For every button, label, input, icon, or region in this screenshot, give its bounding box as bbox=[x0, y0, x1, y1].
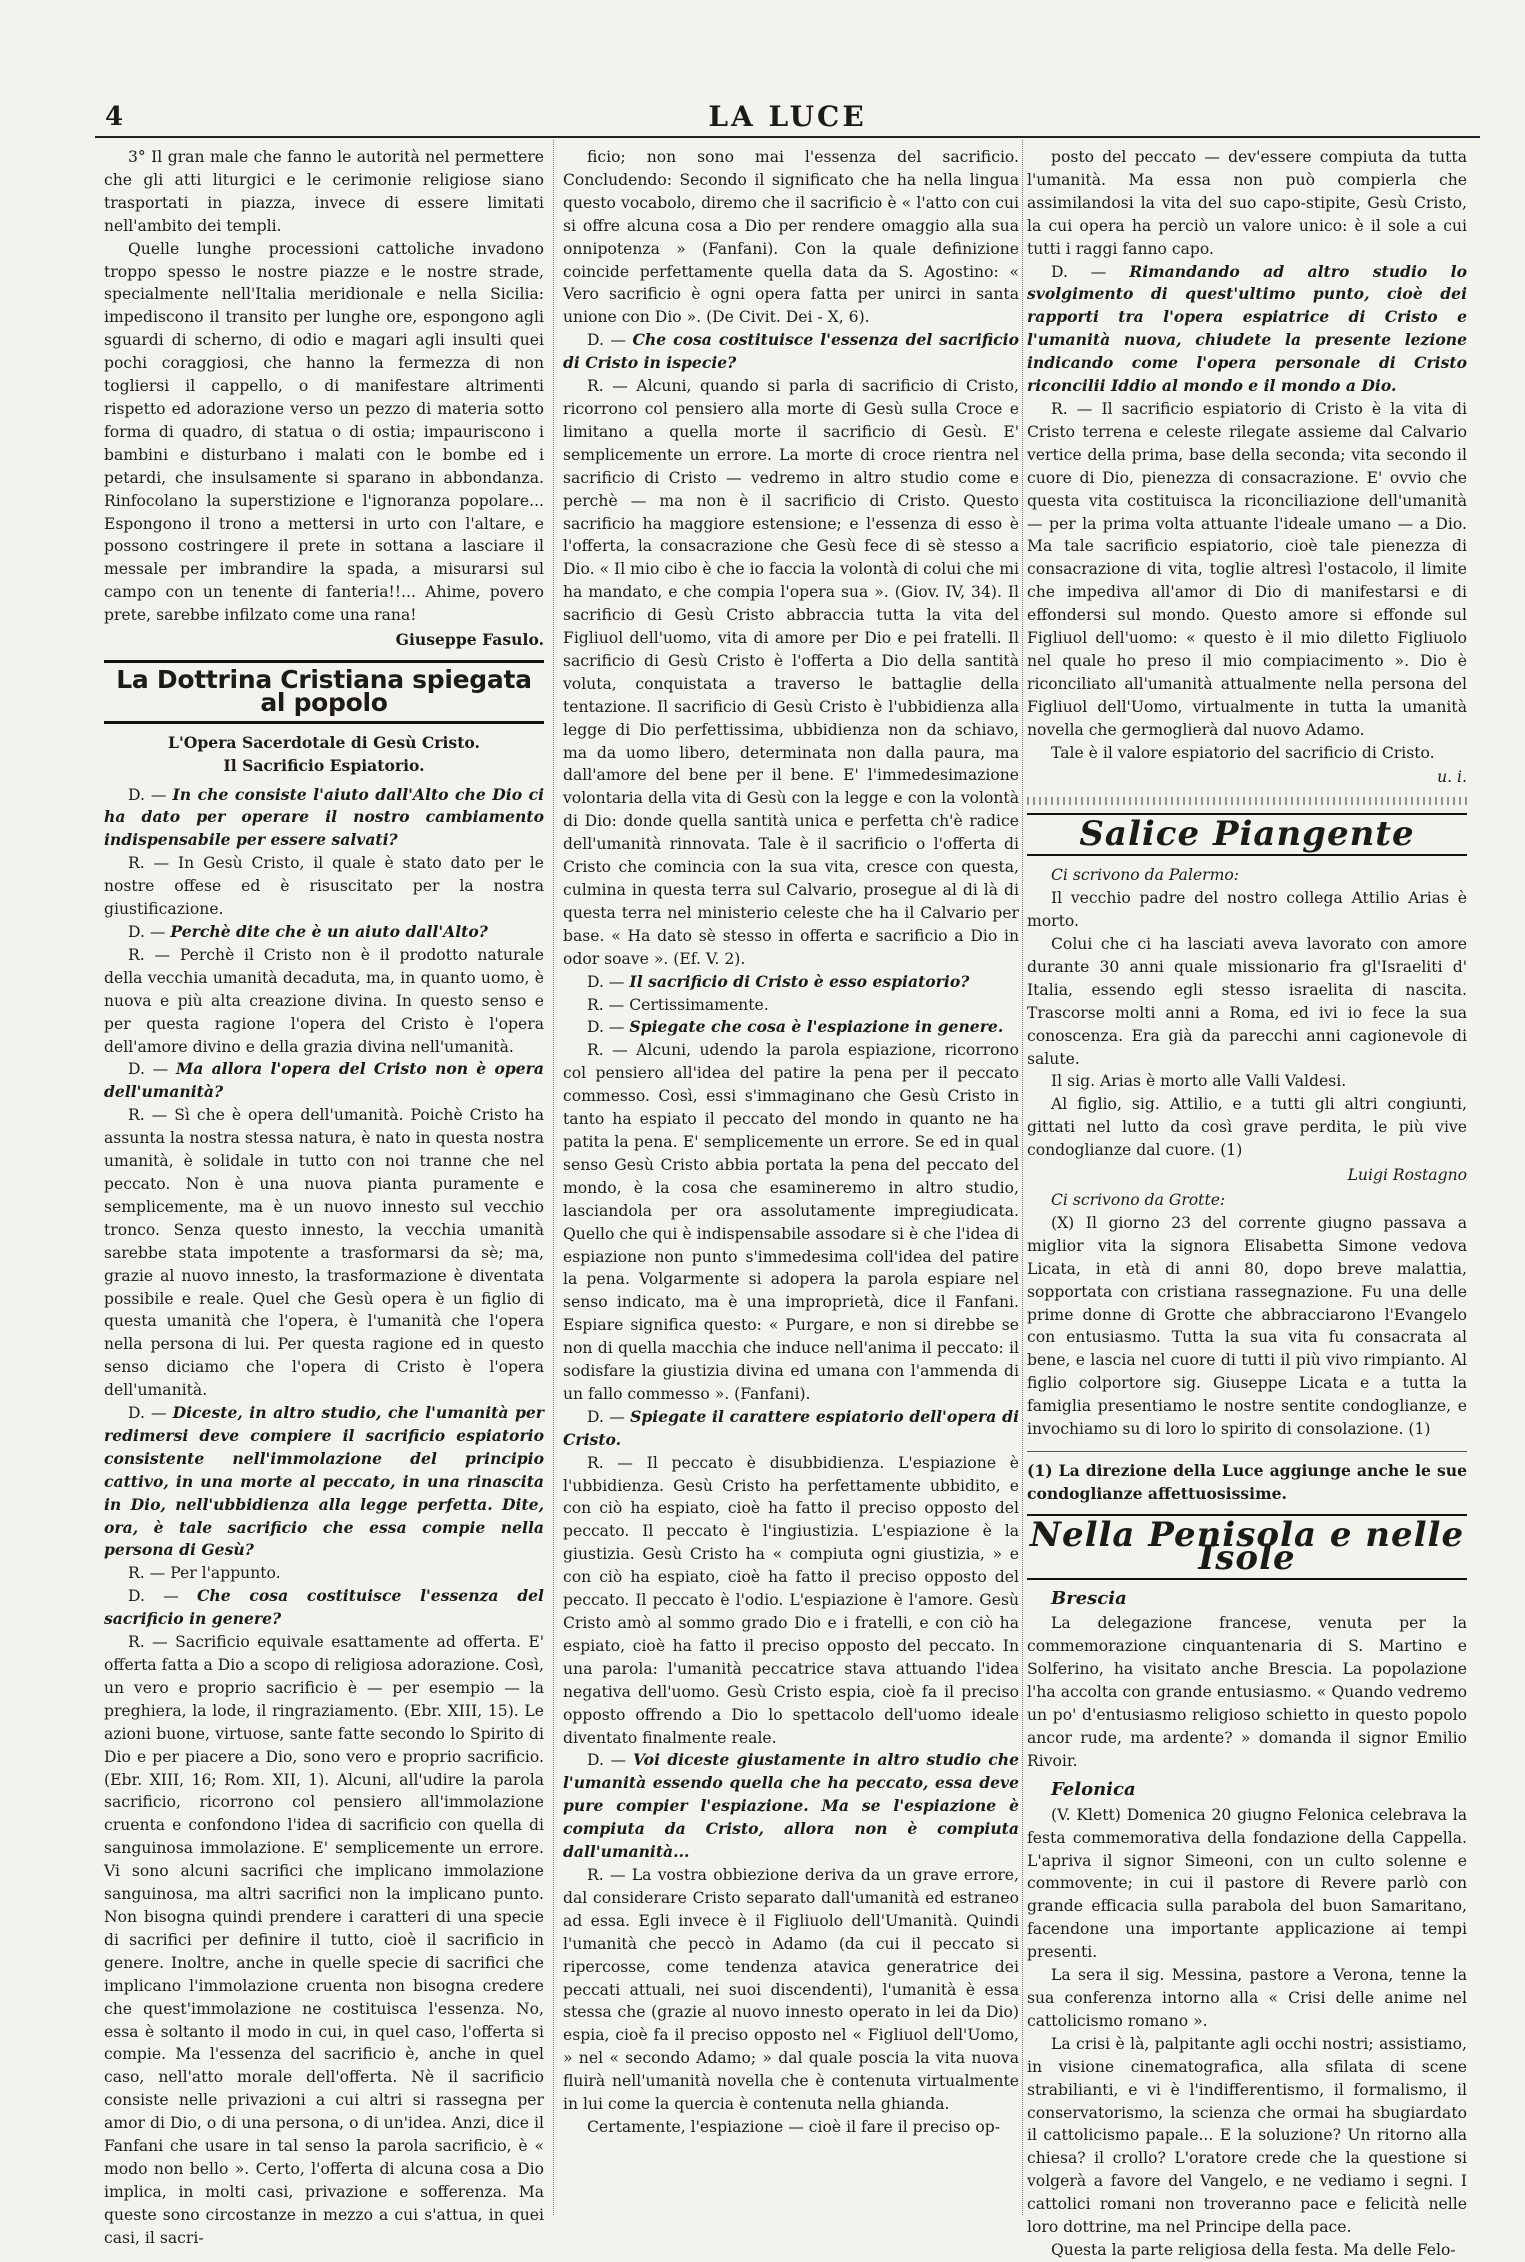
answer-text: Per l'appunto. bbox=[170, 1564, 281, 1583]
answer-text: Il sacrificio espiatorio di Cristo è la vita di Cristo terrena e celeste rilegate assieme dal Calvario vertice della prima, base della seconda; vita secondo il cuore di Dio, pienezza di consacrazione. E' ovvio che questa vita costituisca la riconciliazione dell'umanità — per la prima volta attuante l'ideale umano — a Dio. Ma tale sacrificio espiatorio, cioè tale pienezza di consacrazione di vita, toglie altresì l'ostacolo, il limite che impediva all'amor di Dio di manifestarsi e di effondersi sul mondo. Questo amore si effonde sul Figliuol dell'uomo: « questo è il mio diletto Figliuolo nel quale ho preso il mio compiacimento ». Dio è riconciliato all'umanità attualmente nella persona del Figliuol dell'Uomo, virtualmente in tutta la umanità novella che germoglierà dal nuovo Adamo. bbox=[1027, 399, 1467, 739]
answer-text: Perchè il Cristo non è il prodotto naturale della vecchia umanità decaduta, ma, in quanto uomo, è nuova e più alta creazione divina. In questo senso e per questa ragione l'opera del Cristo è l'opera dell'amore divino e della grazia divina nell'umanità. bbox=[104, 945, 544, 1056]
question-text: Che cosa costituisce l'essenza del sacrificio in genere? bbox=[104, 1586, 544, 1629]
answer-text: Sacrificio equivale esattamente ad offerta. E' offerta fatta a Dio a scopo di religiosa adorazione. Così, un vero e proprio sacrificio è — per esempio — la preghiera, la lode, il ringraziamento. (Ebr. XIII, 15). Le azioni buone, virtuose, sante fatte secondo lo Spirito di Dio e per piacere a Dio, sono vero e proprio sacrificio. (Ebr. XIII, 16; Rom. XII, 1). Alcuni, all'udire la parola sacrificio, ricorrono col pensiero all'immolazione cruenta e confondono l'idea di sacrificio con quella di sanguinosa immolazione. E' semplicemente un errore. Vi sono alcuni sacrifici che implicano immolazione sanguinosa, ma altri sacrifici non la implicano punto. Non bisogna quindi prendere i caratteri di una specie di sacrifici per definire il tutto, cioè il sacrificio in genere. Inoltre, anche in quelle specie di sacrifici che implicano l'immolazione cruenta non bisogna credere che quest'immolazione ne costituisca l'essenza. No, essa è soltanto il modo in cui, in quel caso, l'offerta si compie. Ma l'essenza del sacrificio è, anche in quel caso, nell'atto morale dell'offerta. Nè il sacrificio consiste nelle privazioni a cui altri si rassegna per amor di Dio, o di una persona, o di un'idea. Anzi, dice il Fanfani che usare in tal senso la parola sacrificio, è « modo non bello ». Certo, l'offerta di alcuna cosa a Dio implica, in molti casi, privazione e sofferenza. Ma queste sono circostanze in mezzo a cui s'attua, in quei casi, il sacri- bbox=[104, 1633, 544, 2247]
section-title: Nella Penisola e nelle Isole bbox=[1027, 1514, 1467, 1580]
masthead: LA LUCE bbox=[708, 100, 867, 133]
paragraph: 3° Il gran male che fanno le autorità nel permettere che gli atti liturgici e le cerimonie religiose siano trasportati in piazza, invece di essere limitati nell'ambito dei templi. bbox=[104, 148, 544, 235]
speaker-marker: R. — bbox=[587, 1865, 632, 1884]
paragraph bbox=[104, 921, 544, 944]
question-text: In che consiste l'aiuto dall'Alto che Dio ci ha dato per operare il nostro cambiamento indispensabile per essere salvati? bbox=[104, 784, 545, 850]
speaker-marker: D. — bbox=[128, 785, 173, 804]
speaker-marker: R. — bbox=[587, 995, 630, 1014]
speaker-marker: R. — bbox=[128, 945, 180, 964]
place-heading: Felonica bbox=[1051, 1778, 1136, 1800]
page-number: 4 bbox=[105, 102, 124, 132]
article bbox=[1027, 1804, 1467, 2262]
paragraph bbox=[563, 1016, 1019, 1039]
speaker-marker: R. — bbox=[128, 1564, 171, 1583]
qa-list bbox=[104, 784, 544, 2250]
speaker-marker: R. — bbox=[587, 377, 637, 396]
section-title: La Dottrina Cristiana spiegata al popolo bbox=[104, 660, 544, 724]
speaker-marker: D. — bbox=[587, 1018, 630, 1037]
paragraph bbox=[563, 1039, 1019, 1406]
section-title: Salice Piangente bbox=[1027, 813, 1467, 856]
paragraph bbox=[563, 994, 1019, 1017]
speaker-marker: D. — bbox=[128, 1060, 176, 1079]
speaker-marker: R. — bbox=[128, 854, 178, 873]
paragraph: Al figlio, sig. Attilio, e a tutti gli altri congiunti, gittati nel lutto da così grave perdita, le più vive condoglianze dal cuore. (1) bbox=[1027, 1095, 1467, 1160]
paragraph bbox=[104, 944, 544, 1059]
paragraph: Ci scrivono da Grotte: bbox=[1051, 1190, 1226, 1209]
answer-text: Certamente, l'espiazione — cioè il fare il preciso op- bbox=[587, 2117, 1001, 2136]
subheading: Il Sacrificio Espiatorio. bbox=[223, 755, 425, 775]
paragraph bbox=[563, 146, 1019, 329]
speaker-marker: R. — bbox=[587, 1453, 647, 1472]
paragraph: (X) Il giorno 23 del corrente giugno passava a miglior vita la signora Elisabetta Simone vedova Licata, in età di anni 80, dopo breve malattia, sopportata con cristiana rassegnazione. Fu una delle prime donne di Grotte che abbracciarono l'Evangelo con entusiasmo. Tutta la sua vita fu consacrata al bene, e lascia nel cuore di tutti il più vivo rimpianto. Al figlio colportore sig. Giuseppe Licata e a tutta la famiglia presentiamo le nostre sentite condoglianze, e invochiamo su di loro lo spirito di consolazione. (1) bbox=[1027, 1213, 1467, 1439]
signature: u. i. bbox=[1437, 768, 1467, 787]
paragraph bbox=[1027, 742, 1467, 765]
question-text: Rimandando ad altro studio lo svolgimento di quest'ultimo punto, cioè dei rapporti tra l'opera espiatrice di Cristo e l'umanità nuova, chiudete la presente lezione indicando come l'opera personale di Cristo riconcilii Iddio al mondo e il mondo a Dio. bbox=[1027, 261, 1467, 396]
answer-text: Tale è il valore espiatorio del sacrificio di Cristo. bbox=[1051, 743, 1435, 762]
paragraph bbox=[563, 329, 1019, 375]
question-text: Ma allora l'opera del Cristo non è opera dell'umanità? bbox=[104, 1059, 544, 1102]
answer-text: Alcuni, udendo la parola espiazione, ricorrono col pensiero all'idea del patire la pena per il peccato commesso. Così, essi s'immaginano che Gesù Cristo in tanto ha espiato il peccato del mondo in quanto ne ha patita la pena. E' semplicemente un errore. Se ed in qual senso Gesù Cristo abbia portata la pena del peccato del mondo, è la cosa che esamineremo in altro studio, lasciandola per ora assolutamente impregiudicata. Quello che qui è indispensabile assodare si è che l'idea di espiazione non punto s'immedesima coll'idea del patire la pena. Volgarmente si adopera la parola espiare nel senso indicato, ma è una improprietà, dice il Fanfani. Espiare significa questo: « Purgare, e non si direbbe se non di quella macchia che induce nell'anima il peccato: il sodisfare la giustizia divina ed umana con l'ammenda di un fallo commesso ». (Fanfani). bbox=[563, 1041, 1019, 1403]
divider bbox=[1027, 797, 1467, 805]
speaker-marker: R. — bbox=[128, 1106, 175, 1125]
column-divider bbox=[1022, 140, 1023, 2215]
paragraph: La delegazione francese, venuta per la commemorazione cinquantenaria di S. Martino e Solferino, ha visitato anche Brescia. La popolazione l'ha accolta con grande entusiasmo. « Quando vedremo un po' d'entusiasmo religioso schietto in questo popolo ancor rude, ma ardente? » domanda il signor Emilio Rivoir. bbox=[1027, 1614, 1467, 1770]
paragraph: Colui che ci ha lasciati aveva lavorato con amore durante 30 anni quale missionario fra gl'Israeliti d' Italia, essendo egli stesso israelita di nascita. Trascorse molti anni a Roma, ed ivi io fece la sua conoscenza. Era già da parecchi anni cagionevole di salute. bbox=[1027, 935, 1467, 1068]
answer-text: Il peccato è disubbidienza. L'espiazione è l'ubbidienza. Gesù Cristo ha perfettamente ubbidito, e con ciò ha espiato, cioè ha fatto il preciso opposto del peccato. Il peccato è l'ingiustizia. L'espiazione è la giustizia. Gesù Cristo ha « compiuta ogni giustizia, » e con ciò ha espiato, cioè ha fatto il preciso opposto del peccato. Il peccato è l'odio. L'espiazione è l'amore. Gesù Cristo amò al sommo grado Dio e i fratelli, e con ciò ha espiato, cioè ha fatto il preciso opposto del peccato. In una parola: l'umanità peccatrice stava attuando l'idea negativa dell'uomo. Gesù Cristo espia, cioè fa il preciso opposto offrendo a Dio lo spettacolo dell'uomo ideale diventato finalmente reale. bbox=[563, 1453, 1019, 1747]
speaker-marker: D. — bbox=[587, 331, 633, 350]
qa-list bbox=[1027, 146, 1467, 764]
answer-text: Sì che è opera dell'umanità. Poichè Cristo ha assunta la nostra stessa natura, è nato in questa nostra umanità, è solidale in tutto con noi tranne che nel peccato. Non è una nuova pianta puramente e semplicemente, ma è un nuovo innesto sul vecchio tronco. Senza questo innesto, la vecchia umanità sarebbe stata impotente a trasformarsi da sè; ma, grazie al nuovo innesto, la trasformazione è diventata possibile e reale. Quel che Gesù opera è un figlio di questa umanità che l'opera, è l'umanità che l'opera nella persona di lui. Per questa ragione ed in questo senso diciamo che l'opera di Cristo è l'opera dell'umanità. bbox=[104, 1106, 544, 1400]
paragraph: Questa la parte religiosa della festa. Ma delle Felo- bbox=[1051, 2240, 1456, 2259]
paragraph bbox=[104, 1631, 544, 2249]
answer-text: posto del peccato — dev'essere compiuta da tutta l'umanità. Ma essa non può compierla che assimilandosi la vita del suo capo-stipite, Gesù Cristo, la cui opera ha perciò un valore unico: è il sole a cui tutti i raggi fanno capo. bbox=[1027, 148, 1467, 258]
speaker-marker: D. — bbox=[587, 1407, 631, 1426]
signature: Giuseppe Fasulo. bbox=[395, 630, 544, 650]
question-text: Che cosa costituisce l'essenza del sacrificio di Cristo in ispecie? bbox=[563, 330, 1019, 373]
question-text: Spiegate il carattere espiatorio dell'opera di Cristo. bbox=[563, 1406, 1019, 1449]
paragraph bbox=[104, 1402, 544, 1562]
question-text: Il sacrificio di Cristo è esso espiatorio? bbox=[629, 971, 970, 991]
question-text: Perchè dite che è un aiuto dall'Alto? bbox=[170, 922, 488, 941]
question-text: Spiegate che cosa è l'espiazione in genere. bbox=[629, 1017, 1004, 1037]
paragraph bbox=[1027, 261, 1467, 398]
speaker-marker: D. — bbox=[1051, 262, 1130, 281]
speaker-marker: D. — bbox=[587, 972, 630, 991]
speaker-marker: R. — bbox=[128, 1633, 176, 1652]
question-text: Voi diceste giustamente in altro studio che l'umanità essendo quella che ha peccato, essa deve pure compier l'espiazione. Ma se l'espiazione è compiuta da Cristo, allora non è compiuta dall'umanità... bbox=[563, 1750, 1019, 1862]
place-heading: Brescia bbox=[1051, 1587, 1127, 1609]
obituary bbox=[1027, 864, 1467, 1162]
paragraph: La sera il sig. Messina, pastore a Verona, tenne la sua conferenza intorno alla « Crisi delle anime nel cattolicismo romano ». bbox=[1027, 1966, 1467, 2030]
speaker-marker: D. — bbox=[128, 1587, 198, 1606]
paragraph: (V. Klett) Domenica 20 giugno Felonica celebrava la festa commemorativa della fondazione della Cappella. L'apriva il signor Simeoni, con un culto solenne e commovente; in cui il pastore di Revere parlò con grande efficacia sulla parabola del buon Samaritano, facendone una importante applicazione ai tempi presenti. bbox=[1027, 1805, 1467, 1962]
paragraph bbox=[563, 1452, 1019, 1750]
speaker-marker: R. — bbox=[1051, 399, 1102, 418]
answer-text: In Gesù Cristo, il quale è stato dato per le nostre offese ed è risuscitato per la nostra giustificazione. bbox=[104, 854, 544, 919]
answer-text: Alcuni, quando si parla di sacrificio di Cristo, ricorrono col pensiero alla morte di Gesù sulla Croce e limitano a quella morte il sacrificio di Gesù. E' semplicemente un errore. La morte di croce rientra nel sacrificio di Cristo — vedremo in altro studio come e perchè — ma non è il sacrificio di Cristo. Questo sacrificio ha maggiore estensione; e l'essenza di esso è l'offerta, la consacrazione che Gesù fece di sè stesso a Dio. « Il mio cibo è che io faccia la volontà di colui che mi ha mandato, e che compia l'opera sua ». (Giov. IV, 34). Il sacrificio di Gesù Cristo abbraccia tutta la vita del Figliuol dell'uomo, vita di amore per Dio e pei fratelli. Il sacrificio di Gesù Cristo è l'offerta a Dio della santità voluta, conquistata a traverso le battaglie della tentazione. Il sacrificio di Gesù Cristo è l'ubbidienza alla legge di Dio perfettissima, ubbidienza non da schiavo, ma da uomo libero, determinata non dalla paura, ma dall'amore del bene per il bene. E' l'immedesimazione volontaria della vita di Gesù con la legge e con la volontà di Dio: donde quella santità unica e perfetta ch'è radice dell'umanità rinnovata. Tale è il sacrificio o l'offerta di Cristo che comincia con la sua vita, cresce con questa, culmina in questa terra sul Calvario, prosegue al di là di questa terra nel ministerio celeste che ha il Calvario per base. « Ha dato sè stesso in offerta e sacrificio a Dio in odor soave ». (Ef. V. 2). bbox=[563, 377, 1019, 968]
paragraph bbox=[1027, 146, 1467, 261]
qa-list bbox=[563, 146, 1019, 2139]
paragraph bbox=[104, 1585, 544, 1631]
paragraph bbox=[563, 1864, 1019, 2116]
paragraph bbox=[563, 1406, 1019, 1452]
paragraph bbox=[104, 1058, 544, 1104]
paragraph bbox=[104, 1562, 544, 1585]
answer-text: La vostra obbiezione deriva da un grave errore, dal considerare Cristo separato dall'umanità ed estraneo ad essa. Egli invece è il Figliuolo dell'Umanità. Quindi l'umanità che peccò in Adamo (da cui il peccato si ripercosse, come tendenza atavica generatrice dei peccati attuali, nei suoi discendenti), l'umanità è essa stessa che (grazie al nuovo innesto operato in lei da Dio) espia, cioè fa il preciso opposto nel « Figliuol dell'Uomo, » nel « secondo Adamo; » dal quale poscia la vita nuova fluirà nell'umanità novella che è contenuta virtualmente in lui come la quercia è contenuta nella ghianda. bbox=[563, 1865, 1019, 2114]
paragraph bbox=[563, 1749, 1019, 1864]
answer-text: ficio; non sono mai l'essenza del sacrificio. Concludendo: Secondo il significato che ha nella lingua questo vocabolo, diremo che il sacrificio è « l'atto con cui si offre alcuna cosa a Dio per rendere omaggio alla sua onnipotenza » (Fanfani). Con la quale definizione coincide perfettamente quella data da S. Agostino: « Vero sacrificio è ogni opera fatta per unirci in santa unione con Dio ». (De Civit. Dei - X, 6). bbox=[563, 148, 1019, 327]
paragraph bbox=[104, 784, 544, 853]
paragraph bbox=[563, 375, 1019, 971]
paragraph bbox=[1027, 398, 1467, 742]
paragraph: Quelle lunghe processioni cattoliche invadono troppo spesso le nostre piazze e le nostre strade, specialmente nell'Italia meridionale e nella Sicilia: impediscono il transito per lunghe ore, espongono agli sguardi di scherno, di odio e magari agli insulti quei pochi coraggiosi, che hanno la fermezza di non togliersi il cappello, o di manifestare altrimenti rispetto ed adorazione verso un pezzo di materia sotto forma di quadro, di statua o di ostia; impauriscono i bambini e disturbano i malati con le bombe ed i petardi, che insulsamente si sparano in abbondanza. Rinfocolano la superstizione e l'ignoranza popolare... Espongono il trono a mettersi in urto con l'altare, e possono costringere il prete in sottana a lasciare il messale per imbrandire la spada, a misurarsi sul campo con un tenente di fanteria!!... Ahime, povero prete, sarebbe infilzato come una rana! bbox=[104, 239, 544, 625]
speaker-marker: D. — bbox=[587, 1751, 633, 1770]
column-divider bbox=[553, 140, 554, 2215]
paragraph: Il sig. Arias è morto alle Valli Valdesi. bbox=[1051, 1072, 1347, 1091]
speaker-marker: R. — bbox=[587, 1041, 637, 1060]
paragraph bbox=[563, 971, 1019, 994]
question-text: Diceste, in altro studio, che l'umanità per redimersi deve compiere il sacrificio espiatorio consistente nell'immolazione del principio cattivo, in una morte al peccato, in una rinascita in Dio, nell'ubbidienza alla legge perfetta. Dite, ora, è tale sacrificio che essa compie nella persona di Gesù? bbox=[104, 1403, 544, 1560]
paragraph bbox=[104, 1104, 544, 1402]
paragraph bbox=[104, 852, 544, 921]
footnote: (1) La direzione della Luce aggiunge anche le sue condoglianze affettuosissime. bbox=[1027, 1451, 1467, 1506]
page-header bbox=[95, 100, 1480, 138]
speaker-marker: D. — bbox=[128, 923, 171, 941]
speaker-marker: D. — bbox=[128, 1404, 173, 1423]
paragraph: Ci scrivono da Palermo: bbox=[1051, 866, 1240, 885]
signature: Luigi Rostagno bbox=[1347, 1166, 1467, 1185]
paragraph bbox=[563, 2116, 1019, 2139]
column-3 bbox=[1027, 146, 1467, 2259]
paragraph: Il vecchio padre del nostro collega Attilio Arias è morto. bbox=[1027, 889, 1467, 931]
paragraph: La crisi è là, palpitante agli occhi nostri; assistiamo, in visione cinematografica, alla sfilata di scene strabilianti, e vi è l'indifferentismo, il formalismo, il conservatorismo, la scienza che ormai ha sbugiardato il cattolicismo papale... E la soluzione? Un ritorno alla chiesa? il crollo? L'oratore crede che la questione si volgerà a favore del Vangelo, e ne vediamo i segni. I cattolici romani non troveranno pace e felicità nelle loro dottrine, ma nel Principe della pace. bbox=[1027, 2034, 1467, 2237]
column-1 bbox=[104, 146, 545, 2247]
column-2 bbox=[563, 146, 1019, 2205]
subheading: L'Opera Sacerdotale di Gesù Cristo. bbox=[168, 732, 480, 752]
answer-text: Certissimamente. bbox=[629, 995, 769, 1014]
